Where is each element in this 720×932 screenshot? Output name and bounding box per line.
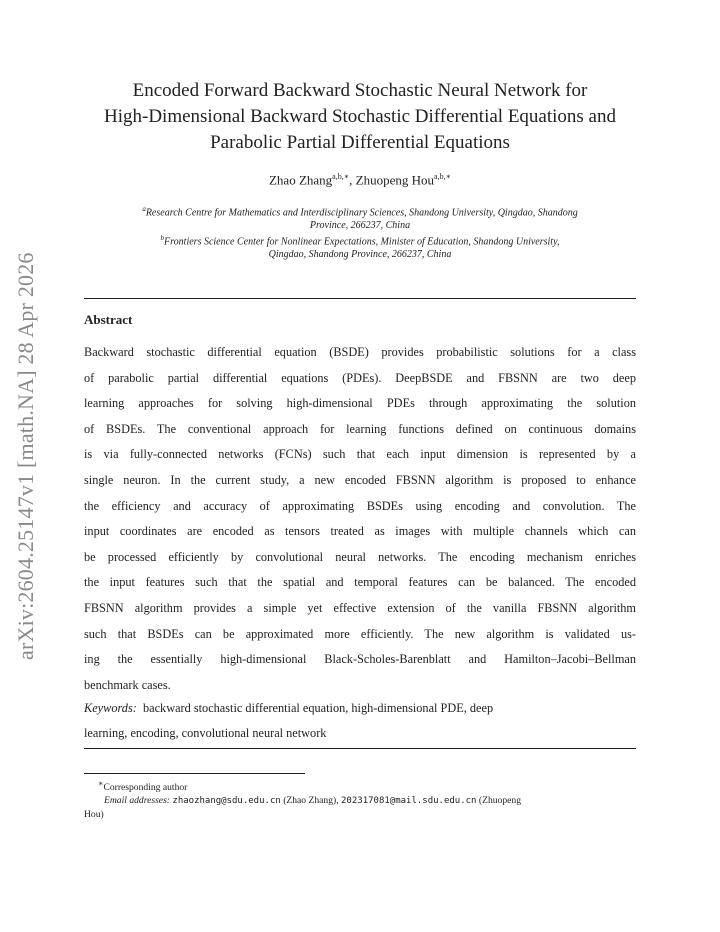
abstract-line: the efficiency and accuracy of approximating BSDEs using encoding and convolution. The bbox=[84, 498, 636, 513]
email-owner: (Zhao Zhang), bbox=[283, 795, 339, 807]
affiliation-a bbox=[84, 203, 636, 232]
author-list bbox=[84, 172, 636, 188]
abstract-line: FBSNN algorithm provides a simple yet effective extension of the vanilla FBSNN algorithm bbox=[84, 600, 636, 615]
title-line-3: Parabolic Partial Differential Equations bbox=[210, 132, 510, 153]
abstract-line: such that BSDEs can be approximated more efficiently. The new algorithm is validated us- bbox=[84, 626, 636, 641]
abstract-line: ing the essentially high-dimensional Black-Scholes-Barenblatt and Hamilton–Jacobi–Bellman bbox=[84, 652, 636, 667]
footnote-mark: ∗ bbox=[98, 779, 104, 788]
email-owner-continued: Hou) bbox=[84, 809, 104, 821]
affiliation-text: Province, 266237, China bbox=[309, 220, 411, 232]
abstract-line: of BSDEs. The conventional approach for learning functions defined on continuous domains bbox=[84, 421, 636, 436]
email-link[interactable]: 202317081@mail.sdu.edu.cn bbox=[341, 796, 477, 807]
author-name: Zhao Zhang bbox=[268, 172, 333, 188]
affiliation-text: Frontiers Science Center for Nonlinear Expectations, Minister of Education, Shandong University, bbox=[164, 236, 560, 248]
keywords-label: Keywords: bbox=[84, 701, 137, 715]
author-affiliation-mark: a,b,∗ bbox=[434, 172, 452, 181]
email-label: Email addresses: bbox=[104, 795, 170, 807]
title-line-2: High-Dimensional Backward Stochastic Differential Equations and bbox=[104, 106, 616, 127]
arxiv-identifier-stamp: arXiv:2604.25147v1 [math.NA] 28 Apr 2026 bbox=[13, 252, 38, 660]
abstract-line: learning approaches for solving high-dimensional PDEs through approximating the solution bbox=[84, 396, 636, 411]
email-owner: (Zhuopeng bbox=[478, 795, 521, 807]
title-line-1: Encoded Forward Backward Stochastic Neural Network for bbox=[132, 80, 588, 101]
paper-title bbox=[84, 78, 636, 156]
author-affiliation-mark: a,b,∗ bbox=[332, 172, 350, 181]
footnotes bbox=[84, 777, 636, 821]
affiliation-text: Research Centre for Mathematics and Interdisciplinary Sciences, Shandong University, Qingdao, Shandong bbox=[145, 207, 578, 219]
abstract-top-rule bbox=[84, 298, 636, 299]
abstract-line: single neuron. In the current study, a new encoded FBSNN algorithm is proposed to enhance bbox=[84, 472, 636, 487]
corresponding-author-note: Corresponding author bbox=[103, 782, 188, 794]
abstract-line: the input features such that the spatial and temporal features can be balanced. The encoded bbox=[84, 575, 636, 590]
abstract-bottom-rule bbox=[84, 748, 636, 749]
author-separator: , bbox=[349, 172, 356, 188]
abstract-line: of parabolic partial differential equations (PDEs). DeepBSDE and FBSNN are two deep bbox=[84, 370, 636, 385]
affiliation-b bbox=[84, 232, 636, 261]
abstract-line: Backward stochastic differential equation (BSDE) provides probabilistic solutions for a class bbox=[84, 345, 636, 359]
abstract-line: input coordinates are encoded as tensors treated as images with multiple channels which can bbox=[84, 524, 636, 539]
keywords-text: backward stochastic differential equation, high-dimensional PDE, deep bbox=[142, 701, 494, 715]
keywords-block bbox=[84, 696, 636, 746]
abstract-line: benchmark cases. bbox=[84, 677, 171, 692]
keywords-text: learning, encoding, convolutional neural network bbox=[84, 726, 327, 740]
affiliation-mark: a bbox=[142, 205, 146, 213]
abstract-line: is via fully-connected networks (FCNs) such that each input dimension is represented by a bbox=[84, 447, 636, 462]
affiliation-mark: b bbox=[160, 234, 165, 242]
author-name: Zhuopeng Hou bbox=[355, 172, 435, 188]
affiliation-text: Qingdao, Shandong Province, 266237, China bbox=[268, 249, 452, 261]
abstract-line: be processed efficiently by convolutional neural networks. The encoding mechanism enriches bbox=[84, 549, 636, 564]
abstract-body bbox=[84, 343, 636, 701]
email-link[interactable]: zhaozhang@sdu.edu.cn bbox=[172, 796, 281, 807]
abstract-heading: Abstract bbox=[84, 312, 133, 327]
footnote-rule bbox=[84, 773, 305, 774]
